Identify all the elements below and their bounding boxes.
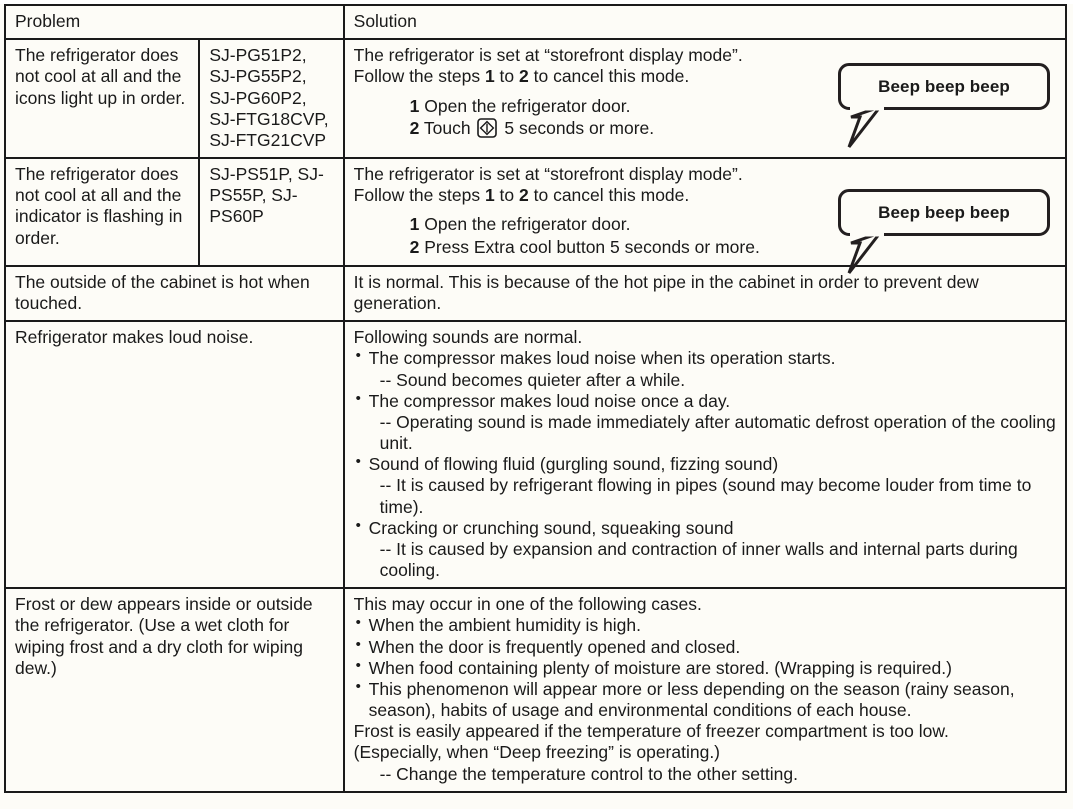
table-header-row	[5, 5, 1066, 39]
step-text: Open the refrigerator door.	[419, 214, 631, 235]
step-ref-1: 1	[484, 185, 495, 206]
step-text: Press Extra cool button 5 seconds or more.	[419, 237, 760, 258]
beep-callout-bubble	[838, 189, 1050, 236]
problem-text: Frost or dew appears inside or outside the refrigerator. (Use a wet cloth for wiping frost and a dry cloth for wiping dew.)	[15, 594, 313, 678]
bullet-sub: -- Sound becomes quieter after a while.	[379, 369, 686, 390]
problem-cell	[5, 39, 199, 158]
list-item	[354, 637, 1058, 658]
bullet-main: The compressor makes loud noise once a day.	[368, 390, 731, 411]
solution-step-2	[410, 236, 1058, 259]
beep-callout-text: Beep beep beep	[838, 63, 1050, 110]
bullet-main: When the ambient humidity is high.	[368, 615, 642, 636]
problem-cell	[5, 588, 344, 792]
solution-line-2-a: Follow the steps	[353, 66, 485, 87]
problem-text: The refrigerator does not cool at all and the icons light up in order.	[15, 45, 186, 108]
list-item	[354, 391, 1058, 455]
bullet-main: This phenomenon will appear more or less depending on the season (rainy season, season), habits of usage and environmental conditions of each house.	[368, 678, 1015, 721]
bullet-sub: -- Operating sound is made immediately after automatic defrost operation of the cooling unit.	[379, 411, 1056, 454]
step-number: 1	[409, 95, 420, 116]
solution-intro: Following sounds are normal.	[353, 327, 583, 348]
beep-callout-bubble	[838, 63, 1050, 110]
table-row	[5, 266, 1066, 321]
model-cell	[199, 158, 343, 266]
problem-cell	[5, 266, 344, 321]
step-number: 2	[409, 118, 420, 139]
table-row	[5, 321, 1066, 588]
solution-line-1: The refrigerator is set at “storefront display mode”.	[353, 45, 743, 66]
header-solution: Solution	[344, 5, 1066, 39]
list-item	[354, 615, 1058, 636]
problem-cell	[5, 321, 344, 588]
step-ref-1: 1	[484, 66, 495, 87]
list-item	[354, 658, 1058, 679]
model-list: SJ-PG51P2, SJ-PG55P2, SJ-PG60P2, SJ-FTG18CVP, SJ-FTG21CVP	[209, 45, 329, 150]
solution-line-2-b: to	[494, 66, 520, 87]
solution-text: It is normal. This is because of the hot pipe in the cabinet in order to prevent dew generation.	[353, 271, 979, 314]
solution-note-1: Frost is easily appeared if the temperature of freezer compartment is too low.	[353, 721, 949, 742]
document-page	[0, 4, 1073, 809]
bullet-main: Cracking or crunching sound, squeaking sound	[368, 517, 734, 538]
step-ref-2: 2	[519, 66, 529, 87]
model-list: SJ-PS51P, SJ-PS55P, SJ-PS60P	[209, 164, 324, 227]
solution-bullet-list	[354, 348, 1058, 581]
troubleshooting-table	[4, 4, 1067, 793]
solution-line-2-c: to cancel this mode.	[528, 185, 690, 206]
step-ref-2: 2	[519, 185, 529, 206]
step-text: Open the refrigerator door.	[419, 95, 631, 116]
list-item	[354, 518, 1058, 582]
step-number: 2	[409, 237, 420, 258]
problem-text: The outside of the cabinet is hot when touched.	[15, 271, 310, 314]
speech-bubble-tail-icon	[846, 232, 906, 276]
step-number: 1	[409, 214, 420, 235]
beep-callout-text: Beep beep beep	[838, 189, 1050, 236]
solution-note-2: (Especially, when “Deep freezing” is operating.)	[353, 742, 721, 763]
bullet-main: Sound of flowing fluid (gurgling sound, fizzing sound)	[368, 454, 779, 475]
bullet-main: When food containing plenty of moisture are stored. (Wrapping is required.)	[368, 657, 952, 678]
solution-line-1: The refrigerator is set at “storefront display mode”.	[353, 164, 743, 185]
step-text-suffix: 5 seconds or more.	[499, 118, 655, 139]
step-text: Touch	[419, 118, 476, 139]
speech-bubble-tail-icon	[846, 106, 906, 150]
solution-line-2-a: Follow the steps	[353, 185, 485, 206]
problem-text: Refrigerator makes loud noise.	[15, 327, 254, 348]
bullet-sub: -- It is caused by expansion and contraction of inner walls and internal parts during cooling.	[379, 538, 1018, 581]
bullet-sub: -- It is caused by refrigerant flowing in pipes (sound may become louder from time to time).	[379, 475, 1032, 517]
model-cell	[199, 39, 343, 158]
table-row	[5, 588, 1066, 792]
solution-intro: This may occur in one of the following cases.	[353, 594, 702, 615]
solution-bullet-list	[354, 615, 1058, 721]
bullet-main: When the door is frequently opened and closed.	[368, 636, 741, 657]
header-problem: Problem	[5, 5, 344, 39]
problem-text: The refrigerator does not cool at all and the indicator is flashing in order.	[15, 164, 183, 248]
solution-note-3: -- Change the temperature control to the other setting.	[379, 763, 798, 784]
solution-cell	[344, 321, 1066, 588]
solution-cell	[344, 266, 1066, 321]
list-item	[354, 679, 1058, 721]
problem-cell	[5, 158, 199, 266]
list-item	[354, 454, 1058, 518]
solution-line-2-b: to	[494, 185, 520, 206]
touch-sensor-icon	[477, 118, 497, 138]
bullet-main: The compressor makes loud noise when its operation starts.	[368, 348, 836, 369]
solution-step-2	[410, 117, 1058, 140]
list-item	[354, 348, 1058, 390]
solution-cell	[344, 588, 1066, 792]
solution-line-2-c: to cancel this mode.	[528, 66, 690, 87]
